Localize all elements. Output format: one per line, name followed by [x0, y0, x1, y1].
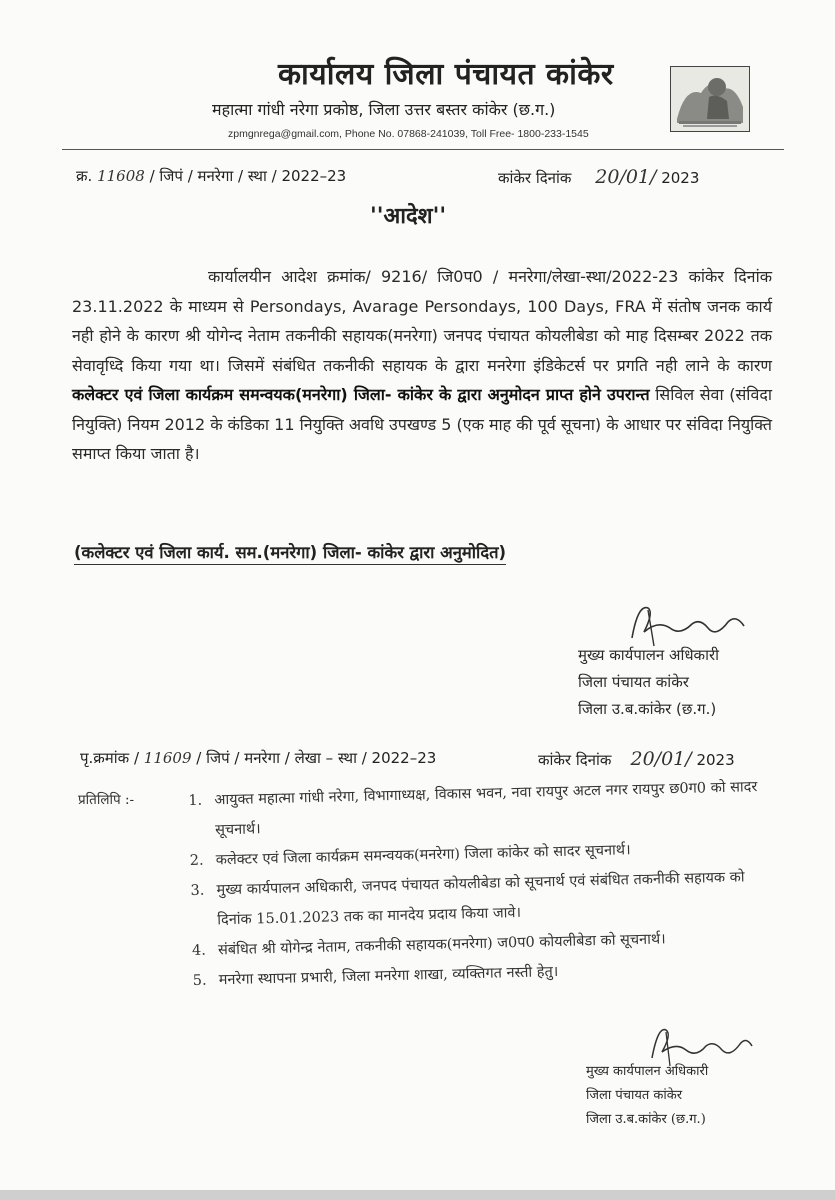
date-handwritten: 20/01/: [595, 166, 657, 188]
copy-item: 2. कलेक्टर एवं जिला कार्यक्रम समन्वयक(मनरेगा) जिला कांकेर को सादर सूचनार्थ।: [189, 842, 631, 869]
endorsement-date-label: कांकेर दिनांक: [538, 751, 612, 769]
reference-suffix: / जिपं / मनरेगा / स्था / 2022–23: [149, 167, 347, 185]
signatory-district: जिला उ.ब.कांकेर (छ.ग.): [586, 1112, 706, 1127]
copy-item: 1. आयुक्त महात्मा गांधी नरेगा, विभागाध्यक्ष, विकास भवन, नवा रायपुर अटल नगर रायपुर छ0ग0 को सादर सूचनार्थ।: [188, 779, 758, 839]
signatory-designation: मुख्य कार्यपालन अधिकारी: [586, 1064, 709, 1079]
signatory-office: जिला पंचायत कांकेर: [578, 673, 689, 691]
reference-number: 11608: [97, 167, 145, 185]
order-title: ''आदेश'': [370, 204, 447, 229]
date-label: कांकेर दिनांक: [498, 169, 572, 187]
paragraph-bold: कलेक्टर एवं जिला कार्यक्रम समन्वयक(मनरेगा) जिला- कांकेर के द्वारा अनुमोदन प्राप्त होने उपरान्त: [72, 385, 650, 404]
paragraph-end: सिविल सेवा (संविदा नियुक्ति) नियम 2012 के कंडिका 11 नियुक्ति अवधि उपखण्ड 5 (एक माह की पूर्व सूचना) के आधार पर संविदा नियुक्ति समाप्त किया जाता है।: [72, 385, 772, 463]
endorsement-reference: [80, 748, 436, 768]
office-contact: zpmgnrega@gmail.com, Phone No. 07868-241039, Toll Free- 1800-233-1545: [228, 128, 589, 140]
endorsement-date: [538, 748, 735, 770]
paragraph-plain: कार्यालयीन आदेश क्रमांक/ 9216/ जि0प0 / मनरेगा/लेखा-स्था/2022-23 कांकेर दिनांक 23.11.2022 के माध्यम से Persondays, Avarage Persondays, 100 Days, FRA में संतोष जनक कार्य नही होने के कारण श्री योगेन्द नेताम तकनीकी सहायक(मनरेगा) जनपद पंचायत कोयलीबेडा को माह दिसम्बर 2022 तक सेवावृध्दि किया गया था। जिसमें संबंधित तकनीकी सहायक के द्वारा मनरेगा इंडिकेटर्स पर प्रगति नही लाने के कारण: [72, 267, 772, 375]
order-body: [72, 262, 772, 469]
endorsement-date-handwritten: 20/01/: [630, 748, 692, 770]
copy-item: 5. मनरेगा स्थापना प्रभारी, जिला मनरेगा शाखा, व्यक्तिगत नस्ती हेतु।: [192, 964, 559, 989]
endorsement-date-year: 2023: [696, 751, 735, 769]
signatory-district: जिला उ.ब.कांकेर (छ.ग.): [578, 700, 717, 718]
office-title: कार्यालय जिला पंचायत कांकेर: [278, 57, 614, 92]
endorsement-number: 11609: [143, 749, 192, 767]
scan-edge: [0, 1190, 835, 1200]
endorsement-suffix: / जिपं / मनरेगा / लेखा – स्था / 2022–23: [196, 749, 437, 767]
signature-block: [586, 1060, 708, 1132]
copy-item: 4. संबंधित श्री योगेन्द्र नेताम, तकनीकी सहायक(मनरेगा) ज0प0 कोयलीबेडा को सूचनार्थ।: [191, 931, 666, 959]
copy-item: 3. मुख्य कार्यपालन अधिकारी, जनपद पंचायत कोयलीबेडा को सूचनार्थ एवं संबंधित तकनीकी सहायक को दिनांक 15.01.2023 तक का मानदेय प्रदाय किया जावे।: [190, 869, 745, 929]
copy-to-label: प्रतिलिपि :-: [78, 792, 135, 808]
order-date: [498, 166, 699, 188]
endorsement-prefix: पृ.क्रमांक /: [80, 749, 140, 767]
reference-prefix: क्र.: [76, 167, 93, 185]
signature-block: [578, 642, 719, 723]
copy-to-list: [188, 772, 773, 996]
signatory-office: जिला पंचायत कांकेर: [586, 1088, 683, 1103]
order-paragraph: [72, 262, 772, 469]
header-divider: [62, 149, 784, 150]
signatory-designation: मुख्य कार्यपालन अधिकारी: [578, 646, 719, 664]
date-year: 2023: [661, 169, 700, 187]
approval-note: (कलेक्टर एवं जिला कार्य. सम.(मनरेगा) जिला- कांकेर द्वारा अनुमोदित): [74, 540, 506, 565]
gandhi-emblem-icon: [670, 66, 750, 132]
office-subtitle: महात्मा गांधी नरेगा प्रकोष्ठ, जिला उत्तर बस्तर कांकेर (छ.ग.): [212, 100, 556, 119]
order-reference: [76, 166, 346, 186]
